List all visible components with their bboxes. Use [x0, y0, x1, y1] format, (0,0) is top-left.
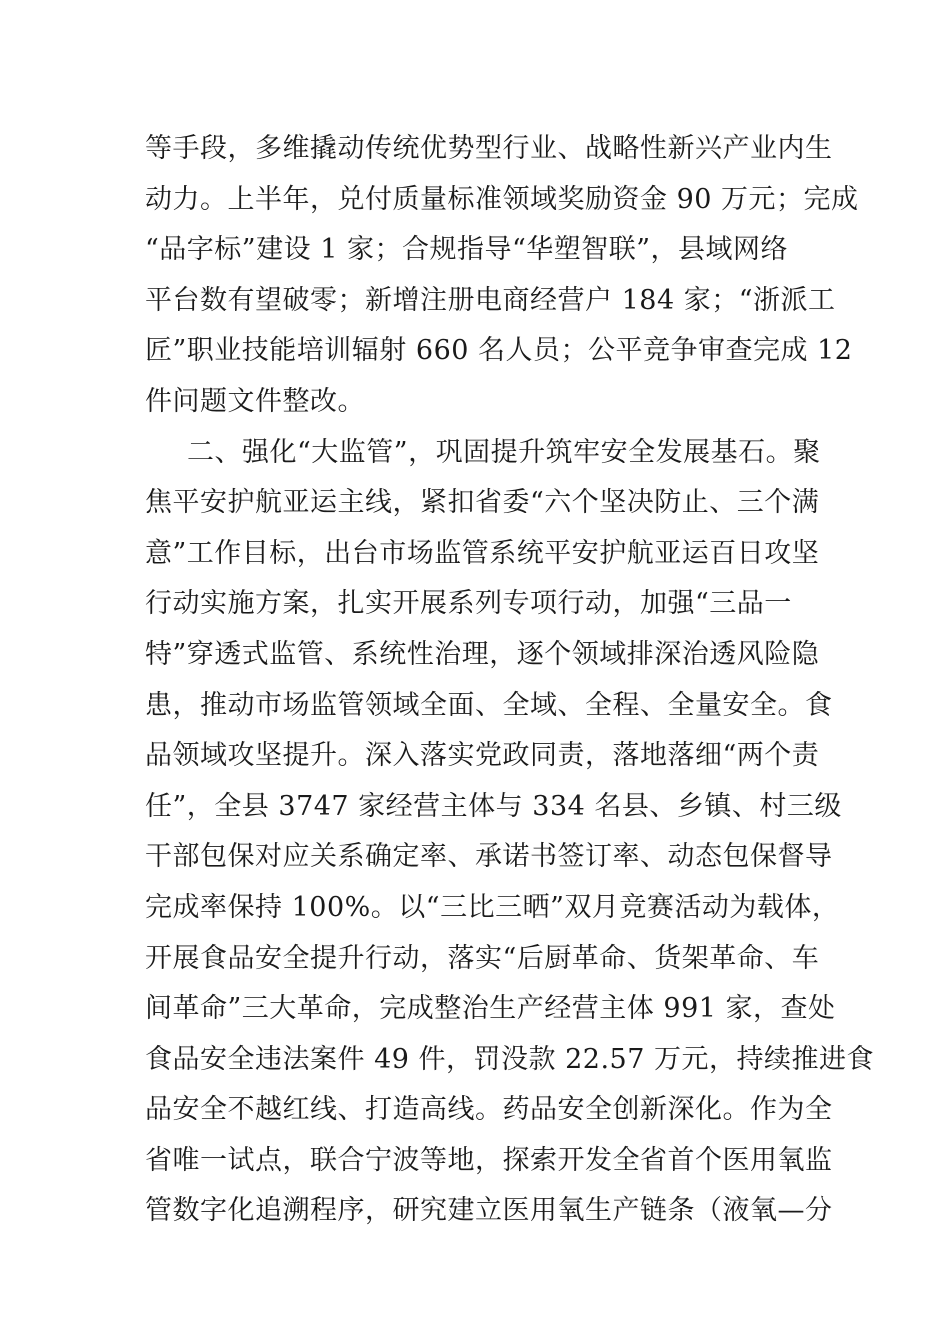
body-text [145, 124, 874, 1237]
text-line: 特”穿透式监管、系统性治理，逐个领域排深治透风险隐 [145, 638, 820, 670]
text-line: 患，推动市场监管领域全面、全域、全程、全量安全。食 [145, 689, 833, 721]
text-line: 品安全不越红线、打造高线。药品安全创新深化。作为全 [145, 1094, 833, 1126]
text-line: 管数字化追溯程序，研究建立医用氧生产链条（液氧—分 [145, 1195, 833, 1227]
text-line: 匠”职业技能培训辐射 660 名人员；公平竞争审查完成 12 [145, 335, 853, 367]
text-line: 动力。上半年，兑付质量标准领域奖励资金 90 万元；完成 [145, 183, 859, 215]
text-line: 件问题文件整改。 [145, 385, 365, 417]
text-line: 行动实施方案，扎实开展系列专项行动，加强“三品一 [145, 588, 792, 620]
text-line: 任”，全县 3747 家经营主体与 334 名县、乡镇、村三级 [145, 790, 842, 822]
text-line: 意”工作目标，出台市场监管系统平安护航亚运百日攻坚 [145, 537, 820, 569]
text-line: 干部包保对应关系确定率、承诺书签订率、动态包保督导 [145, 841, 833, 873]
text-line: 焦平安护航亚运主线，紧扣省委“六个坚决防止、三个满 [145, 487, 820, 519]
text-line: 开展食品安全提升行动，落实“后厨革命、货架革命、车 [145, 942, 820, 974]
text-line: 等手段，多维撬动传统优势型行业、战略性新兴产业内生 [145, 133, 833, 164]
paragraph-start-line: 二、强化“大监管”，巩固提升筑牢安全发展基石。聚 [187, 436, 821, 468]
text-line: “品字标”建设 1 家；合规指导“华塑智联”，县域网络 [145, 234, 789, 266]
text-line: 省唯一试点，联合宁波等地，探索开发全省首个医用氧监 [145, 1144, 833, 1176]
text-line: 平台数有望破零；新增注册电商经营户 184 家；“浙派工 [145, 284, 836, 316]
text-line: 品领域攻坚提升。深入落实党政同责，落地落细“两个责 [145, 740, 820, 772]
text-line: 食品安全违法案件 49 件，罚没款 22.57 万元，持续推进食 [145, 1043, 874, 1075]
text-line: 间革命”三大革命，完成整治生产经营主体 991 家，查处 [145, 993, 836, 1025]
text-line: 完成率保持 100%。以“三比三晒”双月竞赛活动为载体， [145, 891, 840, 923]
